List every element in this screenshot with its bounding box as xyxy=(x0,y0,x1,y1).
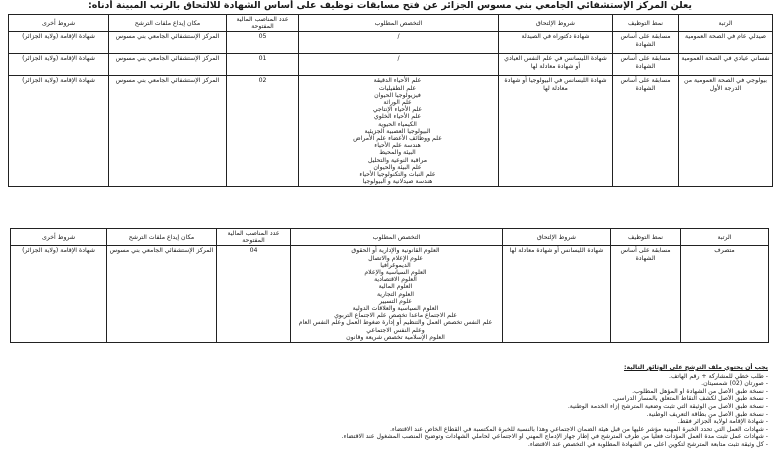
list-item: علوم التسيير xyxy=(379,297,412,305)
list-item: - نسخة طبق الأصل لكشف النقاط المتعلق بالمسار الدراسي. xyxy=(12,395,768,403)
header-deposit-place: مكان إيداع ملفات الترشح xyxy=(109,15,227,32)
list-item: - شهادة الإقامة لولاية الجزائر فقط. xyxy=(12,418,768,426)
list-item: فيزيولوجيا الحيوان xyxy=(374,91,421,99)
cell-deposit-place: المركز الإستشفائي الجامعي بني مسوس xyxy=(109,76,227,187)
positions-table-1 xyxy=(8,14,773,187)
list-item: الكيمياء الحيوية xyxy=(378,120,417,128)
table-row xyxy=(9,54,773,76)
cell-recruit-mode: مسابقة على أساس الشهادة xyxy=(613,32,679,54)
list-item: - نسخة طبق الأصل من بطاقة التعريف الوطنية. xyxy=(12,411,768,419)
cell-positions: 05 xyxy=(227,32,299,54)
cell-positions: 02 xyxy=(227,76,299,187)
header-rank: الرتبة xyxy=(681,229,769,246)
cell-recruit-mode: مسابقة على أساس الشهادة xyxy=(613,54,679,76)
list-item: العلوم السياسية والعلاقات الدولية xyxy=(352,305,439,313)
cell-recruit-mode: مسابقة على أساس الشهادة xyxy=(613,76,679,187)
list-item: علم ووظائف الأعضاء علم الأمراض xyxy=(353,135,442,143)
positions-table-2 xyxy=(10,228,769,343)
cell-specialty: / xyxy=(299,32,499,54)
cell-positions: 01 xyxy=(227,54,299,76)
cell-rank: صيدلي عام في الصحة العمومية xyxy=(679,32,773,54)
header-access-conditions: شروط الإلتحاق xyxy=(503,229,611,246)
list-item: - شهادات العمل التي تحدد الخبرة المهنية مؤشر عليها من قبل هيئة الضمان الاجتماعي وهذا بالنسبة للخبرة المكتسبة في القطاع الخاص عند الاقتضاء. xyxy=(12,426,768,434)
cell-rank: بيولوجي في الصحة العمومية من الدرجة الأول xyxy=(679,76,773,187)
list-item: الديموغرافيا xyxy=(380,261,411,269)
list-item: العلوم السياسية والإعلام xyxy=(364,269,427,277)
header-other-conditions: شروط أخرى xyxy=(11,229,107,246)
list-item: العلوم المالية xyxy=(378,283,413,291)
list-item: علوم الإعلام والاتصال xyxy=(368,254,423,262)
cell-access-conditions: شهادة الليسانس في البيولوجيا أو شهادة معادلة لها xyxy=(499,76,613,187)
list-item: - نسخة طبق الأصل من الشهادة أو المؤهل المطلوب. xyxy=(12,388,768,396)
table-row xyxy=(11,246,769,343)
list-item: العلوم القانونية والإدارية أو الحقوق xyxy=(351,247,440,255)
header-recruit-mode: نمط التوظيف xyxy=(613,15,679,32)
documents-title: يجب أن يحتوي ملف الترشح على الوثائق التالية: xyxy=(623,364,768,371)
list-item: العلوم التجارية xyxy=(376,290,414,298)
table-header-row xyxy=(11,229,769,246)
header-rank: الرتبة xyxy=(679,15,773,32)
list-item: علم الاجتماع ماعدا تخصص علم الاجتماع التربوي xyxy=(334,312,457,320)
list-item: علم الطفيليات xyxy=(378,84,417,92)
cell-specialty-list xyxy=(291,246,503,343)
cell-deposit-place: المركز الإستشفائي الجامعي بني مسوس xyxy=(107,246,217,343)
cell-other-conditions: شهادة الإقامة (ولاية الجزائر) xyxy=(11,246,107,343)
list-item: البيئة والمحيط xyxy=(379,149,416,157)
cell-recruit-mode: مسابقة على أساس الشهادة xyxy=(611,246,681,343)
cell-access-conditions: شهادة دكتوراه في الصيدلة xyxy=(499,32,613,54)
cell-other-conditions: شهادة الإقامة (ولاية الجزائر) xyxy=(9,76,109,187)
list-item: مراقبة النوعية والتحليل xyxy=(367,156,428,164)
list-item: العلوم الإسلامية تخصص شريعة وقانون xyxy=(346,333,445,341)
list-item: - شهادات عمل تثبت مدة العمل المؤدات فعليا من طرف المترشح في إطار جهاز الإدماج المهني أو الاجتماعي لحاملي الشهادات وتوضيح المنصب المشغول عند الاقتضاء. xyxy=(12,433,768,441)
cell-positions: 04 xyxy=(217,246,291,343)
header-deposit-place: مكان إيداع ملفات الترشح xyxy=(107,229,217,246)
required-documents xyxy=(12,364,768,468)
list-item: البيولوجيا العصبية الجزيئية xyxy=(364,127,431,135)
list-item: علم النفس تخصص العمل والتنظيم أو إدارة ضغوط العمل وعلم النفس العام وعلم النفس الاجتماعي xyxy=(298,319,493,334)
cell-deposit-place: المركز الإستشفائي الجامعي بني مسوس xyxy=(109,32,227,54)
cell-rank: متصرف xyxy=(681,246,769,343)
table-row xyxy=(9,32,773,54)
table-row xyxy=(9,76,773,187)
header-specialty: التخصص المطلوب xyxy=(291,229,503,246)
header-positions: عدد المناصب المالية المفتوحة xyxy=(227,15,299,32)
list-item: علم النبات والتكنولوجيا الأحياء xyxy=(359,171,436,179)
header-specialty: التخصص المطلوب xyxy=(299,15,499,32)
header-positions: عدد المناصب المالية المفتوحة xyxy=(217,229,291,246)
list-item: - صورتان (02) شمسيتان. xyxy=(12,380,768,388)
list-item: هندسة صيدلانية و البيولوجيا xyxy=(362,178,433,186)
list-item: هندسة علم الأحياء xyxy=(374,142,421,150)
cell-access-conditions: شهادة الليسانس أو شهادة معادلة لها xyxy=(503,246,611,343)
list-item: علم الأحياء الدقيقة xyxy=(373,77,422,85)
cell-other-conditions: شهادة الإقامة (ولاية الجزائر) xyxy=(9,54,109,76)
cell-rank: نفساني عيادي في الصحة العمومية xyxy=(679,54,773,76)
header-access-conditions: شروط الإلتحاق xyxy=(499,15,613,32)
header-recruit-mode: نمط التوظيف xyxy=(611,229,681,246)
cell-deposit-place: المركز الإستشفائي الجامعي بني مسوس xyxy=(109,54,227,76)
list-item: - نسخة طبق الأصل من الوثيقة التي تثبت وضعية المترشح إزاء الخدمة الوطنية. xyxy=(12,403,768,411)
cell-specialty-list xyxy=(299,76,499,187)
cell-specialty: / xyxy=(299,54,499,76)
list-item: علم الأحياء الخلوي xyxy=(373,113,422,121)
list-item: علم الأحياء الإنتاجي xyxy=(372,106,423,114)
list-item: - كل وثيقة تثبت متابعة المترشح لتكوين أعلى من الشهادة المطلوبة في التخصص عند الاقتضاء. xyxy=(12,441,768,449)
list-item: العلوم الاقتصادية xyxy=(374,276,417,284)
page-title: يعلن المركز الإستشفائي الجامعي بني مسوس الجزائر عن فتح مسابقات توظيف على أساس الشهادة للالتحاق بالرتب المبينة أدناه: xyxy=(88,0,692,11)
list-item: - طلب خطي للمشاركة + رقم الهاتف. xyxy=(12,373,768,381)
cell-other-conditions: شهادة الإقامة (ولاية الجزائر) xyxy=(9,32,109,54)
list-item: علم الوراثة xyxy=(383,99,412,107)
table-header-row xyxy=(9,15,773,32)
header-other-conditions: شروط أخرى xyxy=(9,15,109,32)
cell-access-conditions: شهادة الليسانس في علم النفس العيادي أو شهادة معادلة لها xyxy=(499,54,613,76)
list-item: علم البيئة والحيوان xyxy=(373,163,422,171)
